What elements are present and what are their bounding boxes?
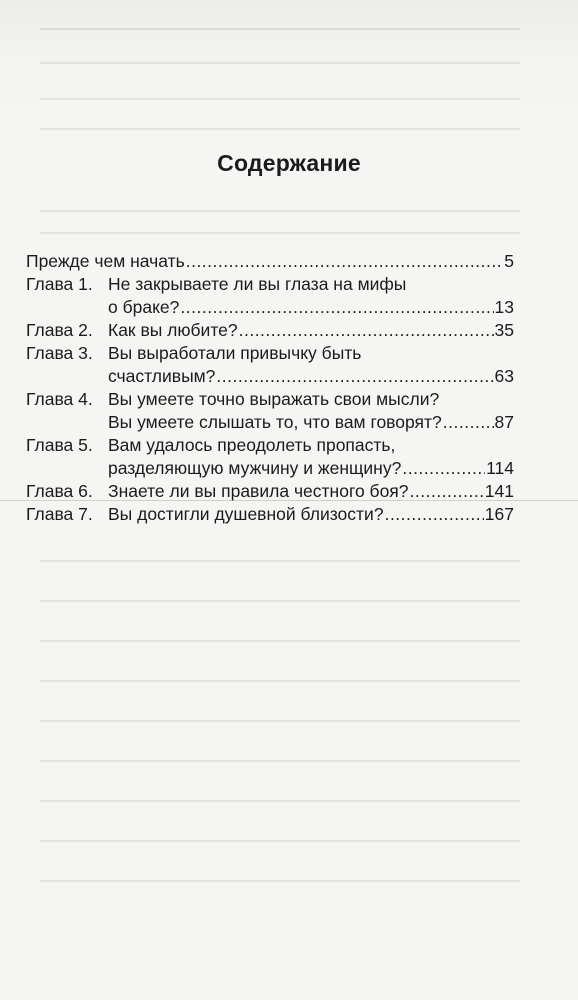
toc-entry-title: Вы достигли душевной близости? (108, 504, 384, 524)
dot-leader (180, 296, 493, 319)
toc-entry (26, 342, 514, 388)
toc-page-number: 167 (484, 504, 514, 524)
dot-leader (443, 411, 494, 434)
toc-entry (26, 319, 514, 342)
show-through-line (40, 62, 520, 64)
show-through-line (40, 28, 520, 30)
dot-leader (410, 480, 484, 503)
toc-entry-title: счастливым? (108, 366, 216, 386)
show-through-line (40, 232, 520, 234)
toc-chapter-label: Глава 5. (26, 435, 93, 455)
toc-entry (26, 273, 514, 319)
show-through-line (40, 640, 520, 642)
show-through-line (40, 720, 520, 722)
toc-entry (26, 250, 514, 273)
toc-page-number: 13 (494, 297, 514, 317)
dot-leader (239, 319, 494, 342)
show-through-line (40, 840, 520, 842)
dot-leader (186, 250, 504, 273)
show-through-line (40, 680, 520, 682)
toc-chapter-label: Глава 2. (26, 320, 93, 340)
toc-entry-title: Прежде чем начать (26, 251, 185, 271)
show-through-line (40, 210, 520, 212)
toc-entry-title: Не закрываете ли вы глаза на мифы (108, 274, 407, 294)
show-through-line (40, 98, 520, 100)
toc-entry (26, 434, 514, 480)
toc-entry-title: о браке? (108, 297, 180, 317)
toc-entry-title: разделяющую мужчину и женщину? (108, 458, 402, 478)
toc-entry-title: Как вы любите? (108, 320, 238, 340)
toc-entry-title: Вам удалось преодолеть пропасть, (108, 435, 396, 455)
toc-entry (26, 388, 514, 434)
toc-entry-title: Знаете ли вы правила честного боя? (108, 481, 409, 501)
dot-leader (402, 457, 485, 480)
toc-page-number: 5 (504, 251, 514, 271)
toc-page-number: 63 (494, 366, 514, 386)
toc-chapter-label: Глава 7. (26, 504, 93, 524)
dot-leader (216, 365, 493, 388)
show-through-line (40, 560, 520, 562)
toc-page-number: 114 (486, 458, 514, 478)
toc-chapter-label: Глава 3. (26, 343, 93, 363)
toc-chapter-label: Глава 6. (26, 481, 93, 501)
toc-chapter-label: Глава 1. (26, 274, 93, 294)
show-through-line (40, 760, 520, 762)
dot-leader (385, 503, 484, 526)
toc-chapter-label: Глава 4. (26, 389, 93, 409)
toc-page-number: 35 (494, 320, 514, 340)
toc-entry-title: Вы умеете слышать то, что вам говорят? (108, 412, 442, 432)
toc-entry (26, 480, 514, 503)
toc-entry-title: Вы выработали привычку быть (108, 343, 362, 363)
toc-page-number: 141 (484, 481, 514, 501)
show-through-line (40, 600, 520, 602)
toc-page-number: 87 (494, 412, 514, 432)
show-through-line (40, 128, 520, 130)
toc-entry-title: Вы умеете точно выражать свои мысли? (108, 389, 440, 409)
page-title: Содержание (217, 150, 361, 176)
show-through-line (40, 880, 520, 882)
show-through-line (40, 800, 520, 802)
toc-entry (26, 503, 514, 526)
table-of-contents (26, 250, 514, 526)
